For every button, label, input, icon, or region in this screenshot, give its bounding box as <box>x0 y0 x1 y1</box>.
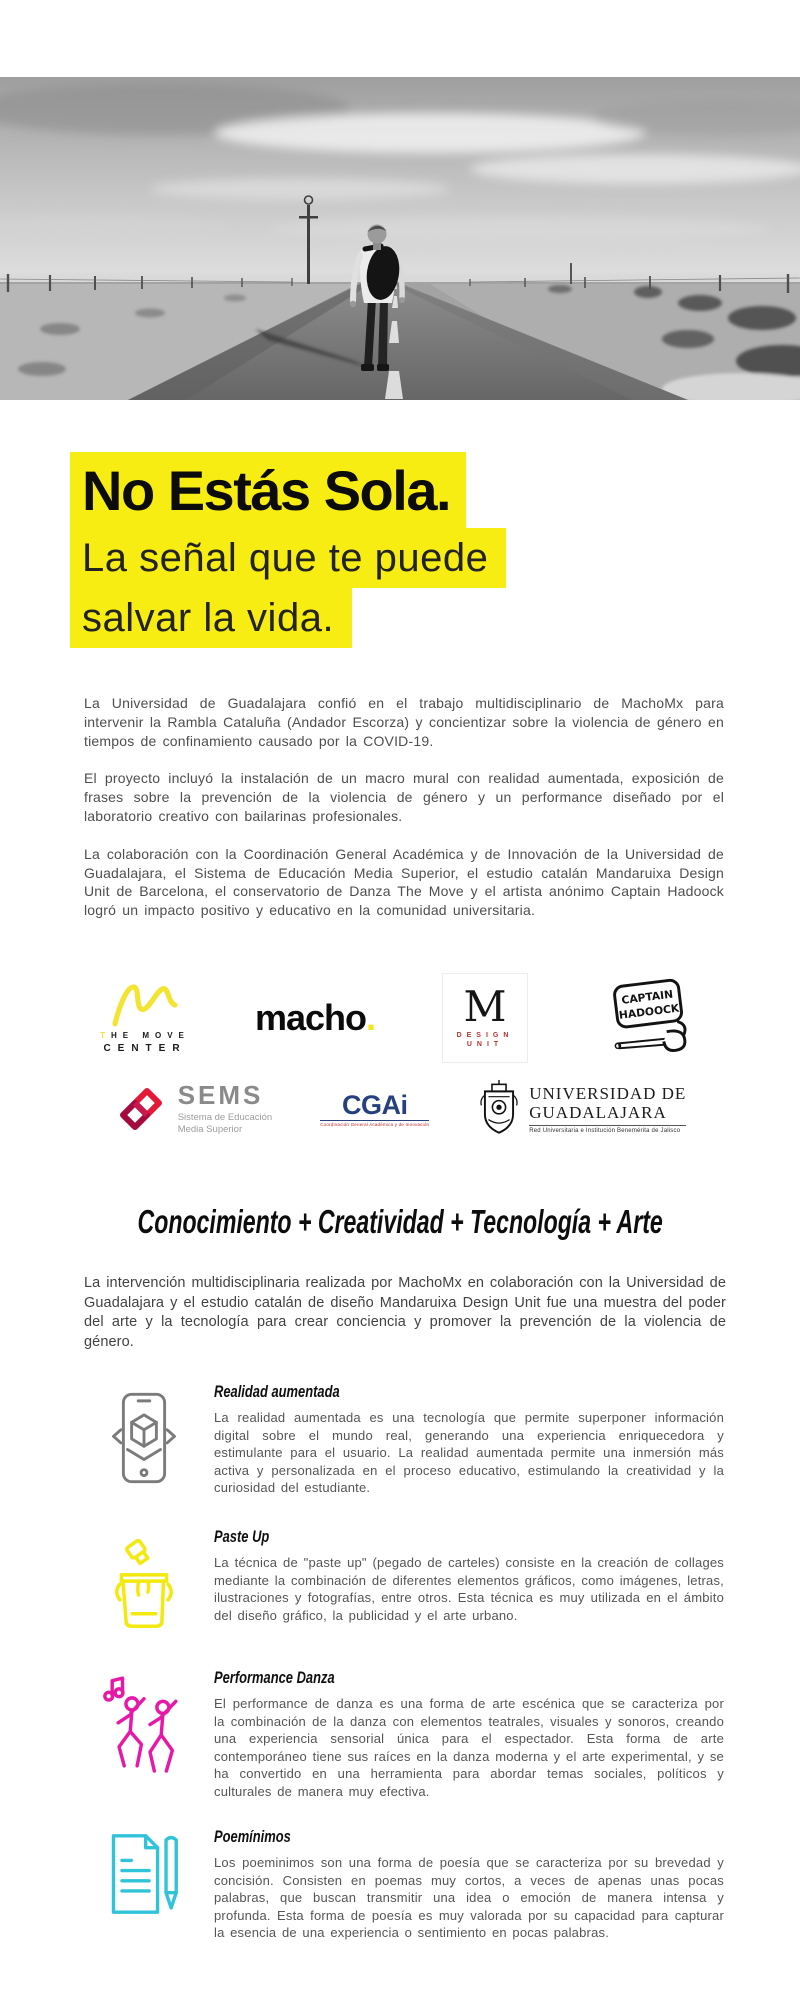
feature-title: Poemínimos <box>214 1827 291 1846</box>
document-pencil-icon <box>84 1827 204 1942</box>
logo-universidad-de-guadalajara <box>477 1078 686 1140</box>
augmented-reality-phone-icon <box>84 1382 204 1497</box>
feature-poeminimos <box>84 1827 724 1942</box>
feature-performance-danza <box>84 1668 724 1801</box>
design-unit-line1: DESIGN <box>456 1032 514 1039</box>
section-heading: Conocimiento + Creatividad + Tecnología + Arte <box>137 1203 663 1240</box>
logo-mandaruixa-design-unit <box>400 974 570 1062</box>
paint-bucket-brush-icon <box>84 1527 204 1643</box>
sems-knot-icon <box>114 1082 168 1136</box>
move-center-yellow-letter: T <box>100 1031 111 1040</box>
dancers-music-icon <box>84 1668 204 1801</box>
feature-paste-up <box>84 1527 724 1643</box>
intro-paragraph-2: El proyecto incluyó la instalación de un macro mural con realidad aumentada, exposición de frases sobre la prevención de la violencia de género y un performance diseñado por el laboratorio creativo con bailarinas profesionales. <box>84 770 724 824</box>
move-center-line2: CENTER <box>103 1043 187 1054</box>
move-center-scribble-icon <box>105 981 185 1029</box>
subtitle-line-1: La señal que te puede <box>70 528 506 588</box>
section-intro-paragraph: La intervención multidisciplinaria realizada por MachoMx en colaboración con la Universidad de Guadalajara y el estudio catalán de diseño Mandaruixa Design Unit fue una muestra del poder del arte y la tecnología para crear conciencia y promover la prevención de la violencia de género. <box>84 1275 726 1350</box>
cgai-wordmark: CGAi <box>341 1089 408 1120</box>
udg-crest-icon <box>477 1078 521 1140</box>
partner-logos-row-1 <box>60 960 740 1075</box>
feature-title: Realidad aumentada <box>214 1382 340 1401</box>
logo-captain-hadoock <box>570 977 740 1059</box>
design-unit-monogram: M <box>463 982 507 1031</box>
feature-realidad-aumentada <box>84 1382 724 1497</box>
sems-wordmark: SEMS <box>177 1080 264 1110</box>
svg-text:CAPTAIN: CAPTAIN <box>620 987 674 1007</box>
feature-title: Paste Up <box>214 1527 270 1546</box>
macho-wordmark: macho <box>254 996 367 1038</box>
move-center-line1: THE MOVE <box>100 1031 190 1040</box>
intro-text <box>84 694 724 939</box>
logo-sems <box>114 1082 273 1136</box>
hero-photo-road-walker <box>0 77 800 400</box>
feature-body: La técnica de "paste up" (pegado de carteles) consiste en la creación de collages mediante la combinación de diferentes elementos gráficos, como imágenes, letras, ilustraciones y fotografías, entre otros. Esta técnica es muy utilizada en el ámbito del diseño gráfico, la publicidad y el arte urbano. <box>214 1555 724 1623</box>
macho-yellow-dot: . <box>366 996 376 1038</box>
intro-paragraph-1: La Universidad de Guadalajara confió en el trabajo multidisciplinario de MachoMx para intervenir la Rambla Cataluña (Andador Escorza) y concientizar sobre la violencia de género en tiempos de confinamiento causado por la COVID-19. <box>84 695 724 749</box>
captain-hadoock-sign-icon <box>611 977 699 1059</box>
logo-cgai <box>320 1089 430 1127</box>
road-scene-illustration <box>0 77 800 400</box>
logo-macho <box>230 997 400 1039</box>
intro-paragraph-3: La colaboración con la Coordinación General Académica y de Innovación de la Universidad de Guadalajara, el Sistema de Educación Media Superior, el estudio catalán Mandaruixa Design Unit de Barcelona, el conservatorio de Danza The Move y el artista anónimo Captain Hadoock logró un impacto positivo y educativo en la comunidad universitaria. <box>84 845 724 919</box>
hero-headline-block <box>70 452 506 648</box>
cgai-caption: Coordinación General Académica y de Innovación <box>320 1121 430 1127</box>
udg-wordmark: UNIVERSIDAD DE GUADALAJARA <box>529 1084 687 1122</box>
svg-text:HADOOCK: HADOOCK <box>618 1001 680 1022</box>
page-title: No Estás Sola. <box>70 452 466 528</box>
feature-title: Performance Danza <box>214 1668 335 1687</box>
sems-subtitle: Sistema de Educación Media Superior <box>177 1112 273 1135</box>
design-unit-line2: UNIT <box>466 1041 504 1048</box>
subtitle-line-2: salvar la vida. <box>70 588 352 648</box>
features-list <box>84 1382 724 1982</box>
udg-tagline: Red Universitaria e Institución Benemérita de Jalisco <box>529 1125 686 1134</box>
partner-logos-row-2 <box>60 1078 740 1140</box>
logo-the-move-center <box>60 981 230 1054</box>
feature-body: La realidad aumentada es una tecnología que permite superponer información digital sobre el mundo real, generando una experiencia enriquecedora y estimulante para el usuario. La realidad aumentada permite una inmersión más activa y personalizada en el proceso educativo, estimulando la creatividad y la curiosidad del estudiante. <box>214 1410 724 1496</box>
feature-body: Los poeminimos son una forma de poesía que se caracteriza por su brevedad y concisión. Consisten en poemas muy cortos, a veces de apenas unas pocas palabras, que buscan transmitir una idea o emoción de manera intensa y profunda. Esta forma de poesía es muy valorada por su capacidad para capturar la esencia de una experiencia o sentimiento en pocas palabras. <box>214 1855 724 1941</box>
feature-body: El performance de danza es una forma de arte escénica que se caracteriza por la combinación de la danza con elementos teatrales, visuales y sonoros, creando una experiencia sensorial única para el espectador. Esta forma de arte contemporáneo tiene sus raíces en la danza moderna y el arte experimental, y se ha convertido en una herramienta para abordar temas sociales, políticos y culturales de manera muy efectiva. <box>214 1696 724 1799</box>
